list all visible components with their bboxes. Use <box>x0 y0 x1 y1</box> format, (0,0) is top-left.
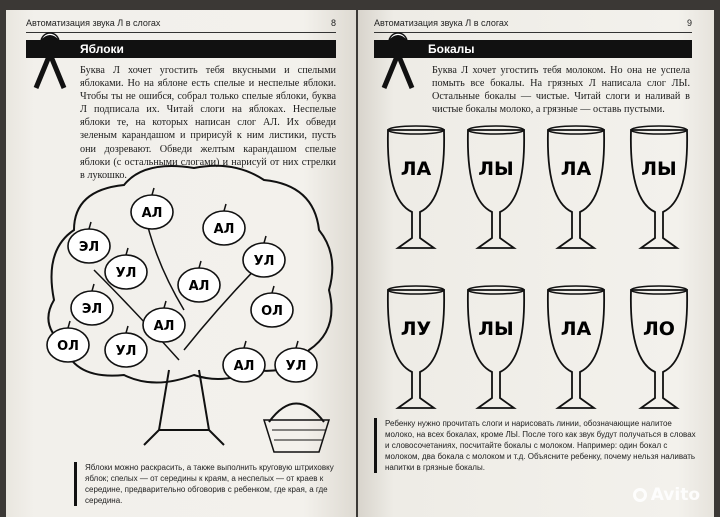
tree-trunk <box>144 370 224 445</box>
apple <box>178 261 220 302</box>
glass-bottom <box>548 286 604 408</box>
apple-syllable: УЛ <box>115 266 137 281</box>
page-header <box>374 18 692 33</box>
header-title: Автоматизация звука Л в слогах <box>26 18 161 28</box>
apple-syllable: АЛ <box>141 206 163 221</box>
avito-watermark: Avito <box>633 485 700 505</box>
apple-syllable: АЛ <box>213 222 235 237</box>
apple <box>143 301 185 342</box>
left-page <box>6 10 356 517</box>
page-number: 8 <box>330 18 336 28</box>
glass-syllable: ЛЫ <box>641 158 677 180</box>
apple-syllable: УЛ <box>285 359 307 374</box>
instruction-paragraph: Буква Л хочет угостить тебя молоком. Но она не успела помыть все бокалы. На грязных Л написала слог ЛЫ. Остальные бокалы — чистые. Читай слоги и наливай в чистые бокалы молоко, а грязные — оставь пустыми. <box>432 65 690 116</box>
apple <box>71 284 113 325</box>
apple-tree-illustration <box>34 160 344 460</box>
apple <box>131 188 173 229</box>
glass-top <box>548 126 604 248</box>
apple <box>47 321 89 362</box>
glass-syllable: ЛЫ <box>478 318 514 340</box>
instruction-paragraph: Буква Л хочет угостить тебя вкусными и спелыми яблоками. Но на яблоне есть спелые и неспелые яблоки. Чтобы ты не ошибся, собрал только спелые яблоки, буква Л подписала их. Читай слоги на яблоках. Неспелые яблоки те, на которых написан слог АЛ. Их обведи зеленым карандашом и пририсуй к ним листики, пусть они дозревают. Обведи желтым карандашом спелые яблоки (с остальными слогами) и нарисуй от них стрелки в лукошко. <box>80 65 336 181</box>
teacher-note: Ребенку нужно прочитать слоги и нарисовать линии, обозначающие налитое молоко, на всех бокалах, кроме ЛЫ. После того как звук будут получаться в словах и словосочетаниях, посчитайте бокалы с молоком. Например: один бокал с молоком, два бокала с молоком и т.д. Объясните ребенку, почему нельзя наливать напитки в грязные бокалы. <box>374 418 696 473</box>
section-title: Бокалы <box>374 40 692 58</box>
glass-syllable: ЛЫ <box>478 158 514 180</box>
glass-syllable: ЛО <box>643 318 675 340</box>
glass-syllable: ЛА <box>400 158 432 180</box>
glass-bottom <box>631 286 687 408</box>
teacher-note: Яблоки можно раскрасить, а также выполнить круговую штриховку яблок; спелых — от середины к краям, а неспелых — от краев к середине, предварительно обговорив с ребенком, где края, а где середина. <box>74 462 340 506</box>
apple <box>251 286 293 327</box>
apple-syllable: ОЛ <box>57 339 79 354</box>
apple-syllable: АЛ <box>188 279 210 294</box>
glass-syllable: ЛА <box>560 318 592 340</box>
glass-syllable: ЛА <box>560 158 592 180</box>
apple <box>223 341 265 382</box>
apple-syllable: ОЛ <box>261 304 283 319</box>
boy-letter-l-icon <box>28 30 72 90</box>
section-title: Яблоки <box>26 40 336 58</box>
header-title: Автоматизация звука Л в слогах <box>374 18 509 28</box>
apple-syllable: УЛ <box>253 254 275 269</box>
apple-syllable: ЭЛ <box>81 302 103 317</box>
apple-syllable: АЛ <box>233 359 255 374</box>
apple <box>243 236 285 277</box>
glass-bottom <box>468 286 524 408</box>
glasses-illustration <box>374 118 704 418</box>
apple-syllable: УЛ <box>115 344 137 359</box>
glass-bottom <box>388 286 444 408</box>
glass-top <box>631 126 687 248</box>
right-page <box>358 10 714 517</box>
apple <box>105 326 147 367</box>
glass-top <box>468 126 524 248</box>
apple-syllable: АЛ <box>153 319 175 334</box>
apple-syllable: ЭЛ <box>78 240 100 255</box>
boy-letter-l-icon <box>376 30 420 90</box>
apple <box>203 204 245 245</box>
apple <box>105 248 147 289</box>
page-number: 9 <box>686 18 692 28</box>
basket-icon <box>264 404 329 453</box>
glass-syllable: ЛУ <box>400 318 432 340</box>
glass-top <box>388 126 444 248</box>
page-header <box>26 18 336 33</box>
apple <box>275 341 317 382</box>
